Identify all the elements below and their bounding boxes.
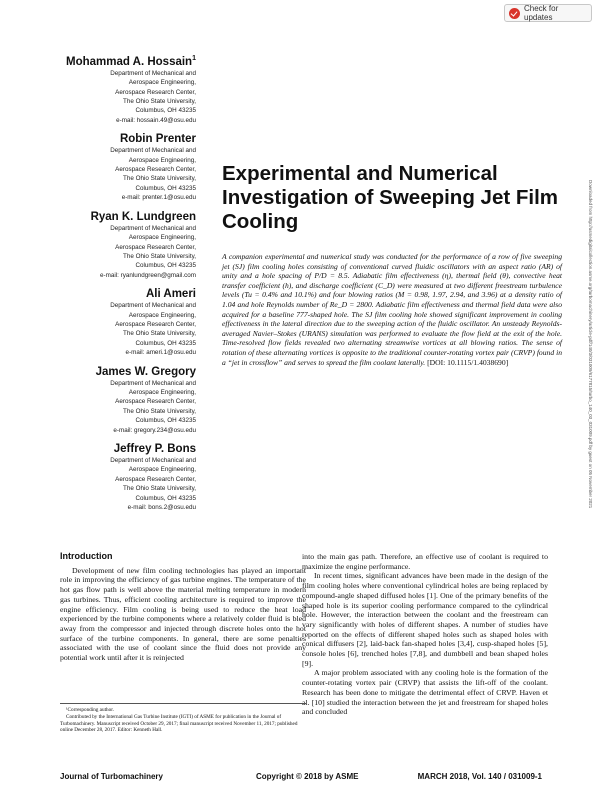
author-name: Jeffrey P. Bons [113,443,196,456]
footer-issue: MARCH 2018, Vol. 140 / 031009-1 [417,772,542,781]
author-affiliation-line: Aerospace Engineering, [128,234,196,242]
page-footer [60,772,542,784]
author-entry [20,287,196,357]
author-email: e-mail: ameri.1@osu.edu [125,349,196,357]
check-updates-icon [509,8,520,19]
author-affiliation-line: Columbus, OH 43235 [135,494,196,502]
author-affiliation-line: Aerospace Engineering, [128,156,196,164]
author-superscript: 1 [192,55,196,62]
author-affiliation-line: Aerospace Research Center, [115,398,196,406]
author-affiliation-line: Department of Mechanical and [110,457,196,465]
body-paragraph: A major problem associated with any cooling hole is the formation of the counter-rotating vortex pair (CRVP) that assists the lift-off of the coolant. Research has been done to mitigate the detrimental effect of CRVP. Haven et al. [10] studied the interaction between the jet and freestream for shaped holes and concluded [302,668,548,717]
author-affiliation-line: Department of Mechanical and [110,69,196,77]
author-affiliation-line: Columbus, OH 43235 [135,262,196,270]
footnote: ¹Corresponding author. [66,707,114,713]
section-heading: Introduction [60,551,113,561]
author-affiliation-line: Aerospace Engineering, [128,311,196,319]
body-paragraph: In recent times, significant advances have been made in the design of the film cooling holes where conventional cylindrical holes are being replaced by compound-angle shaped diffused holes [1]. One of the primary benefits of the shaped hole is its superior cooling performance compared to the cylindrical hole. However, the interaction between the coolant and the freestream can vary significantly with holes of different shapes. A number of studies have reported on the effects of different shaped holes such as shaped holes with conical diffusers [2], laid-back fan-shaped holes [3,4], cusp-shaped holes [5], console holes [6], trenched holes [7,8], and dumbbell and bean shaped holes [9]. [302,571,548,668]
check-updates-label: Check for updates [524,4,559,22]
author-affiliation-line: Aerospace Engineering, [128,466,196,474]
abstract-text: A companion experimental and numerical study was conducted for the performance of a row of five sweeping jet (SJ) film cooling holes consisting of conventional curved fluidic oscillators with an aspect ratio (AR) of unity and a hole spacing of P/D = 8.5. Adiabatic film effectiveness (η), thermal field (θ), convective heat transfer coefficient (h), and discharge coefficient (C_D) were measured at two different freestream turbulence levels (Tu = 0.4% and 10.1%) and four blowing ratios (M = 0.98, 1.97, 2.94, and 3.96) at a density ratio of 1.04 and hole Reynolds number of Re_D = 2800. Adiabatic film effectiveness and thermal field data were also acquired for a baseline 777-shaped hole. The SJ film cooling hole showed significant improvement in cooling effectiveness in the lateral direction due to the sweeping action of the fluidic oscillator. An unsteady Reynolds-averaged Navier–Stokes (URANS) simulation was performed to evaluate the flow field at the exit of the hole. Time-resolved flow fields revealed two alternating streamwise vortices at all blowing ratios. The sense of rotation of these alternating vortices is opposite to the traditional counter-rotating vortex pair (CRVP) found in a “jet in crossflow” and serves to spread the film coolant laterally. [222,252,562,367]
author-affiliation-line: Columbus, OH 43235 [135,184,196,192]
author-affiliation-line: Department of Mechanical and [110,224,196,232]
author-affiliation-line: The Ohio State University, [122,252,196,260]
author-name: Mohammad A. Hossain$^1$ [65,55,196,68]
download-notice: Downloaded from http://asmedigitalcollection.asme.org/turbomachinery/article-pdf/140/3/031009/6177815/turbo_140_03_031009.pdf by guest on 05 November 2021 [588,180,593,509]
author-name: James W. Gregory [95,365,196,378]
author-affiliation-line: Aerospace Engineering, [128,388,196,396]
author-affiliation-line: Department of Mechanical and [110,302,196,310]
abstract [222,252,562,367]
footnote: Contributed by the International Gas Turbine Institute (IGTI) of ASME for publication in the Journal of Turbomachinery. Manuscript received October 29, 2017; final manuscript received November 11, 2017; published online December 28, 2017. Editor: Kenneth Hall. [60,713,298,734]
author-affiliation-line: Aerospace Research Center, [115,475,196,483]
author-affiliation-line: Department of Mechanical and [110,147,196,155]
author-name: Ryan K. Lundgreen [90,210,196,223]
author-block [20,52,196,519]
author-name: Ali Ameri [145,288,196,301]
body-paragraph: into the main gas path. Therefore, an effective use of coolant is required to maximize the engine performance. [302,552,548,571]
footer-copyright: Copyright © 2018 by ASME [256,772,359,781]
author-entry [20,442,196,512]
author-affiliation-line: The Ohio State University, [122,330,196,338]
right-column [302,552,548,717]
author-affiliation-line: Columbus, OH 43235 [135,417,196,425]
doi-link[interactable]: [DOI: 10.1115/1.4038690] [427,357,509,367]
author-affiliation-line: Department of Mechanical and [110,379,196,387]
author-affiliation-line: Columbus, OH 43235 [135,107,196,115]
author-affiliation-line: Aerospace Research Center, [115,320,196,328]
author-email: e-mail: gregory.234@osu.edu [113,426,196,434]
author-email: e-mail: ryanlundgreen@gmail.com [100,271,196,279]
author-affiliation-line: Aerospace Research Center, [115,243,196,251]
author-email: e-mail: prenter.1@osu.edu [121,194,196,202]
author-affiliation-line: Aerospace Research Center, [115,166,196,174]
author-affiliation-line: Aerospace Engineering, [128,79,196,87]
footer-journal: Journal of Turbomachinery [60,772,163,781]
author-name: Robin Prenter [119,133,196,146]
author-affiliation-line: The Ohio State University, [122,485,196,493]
author-email: e-mail: hossain.49@osu.edu [116,116,196,124]
author-affiliation-line: Columbus, OH 43235 [135,339,196,347]
author-entry [20,52,196,125]
body-paragraph: Development of new film cooling technologies has played an important role in improving the efficiency of gas turbine engines. The temperature of the hot gas flow path is well above the material melting temperature in modern gas turbines. Thus, efficient cooling architecture is required to improve the engine efficiency. Film cooling is being used to reduce the heat load experienced by the turbine components where a relatively colder fluid is bled away from the compressor and injected through discrete holes onto the hot surface of the turbine components. In general, there are some penalties associated with the use of coolant since the fluid does not provide any potential work until after it is reinjected [60,565,306,663]
author-affiliation-line: The Ohio State University, [122,98,196,106]
paper-title: Experimental and Numerical Investigation of Sweeping Jet Film Cooling [222,162,559,233]
footnotes [60,703,306,734]
author-affiliation-line: The Ohio State University, [122,407,196,415]
check-for-updates-badge[interactable] [504,4,592,22]
author-affiliation-line: The Ohio State University, [122,175,196,183]
author-entry [20,210,196,280]
author-affiliation-line: Aerospace Research Center, [115,88,196,96]
author-entry [20,365,196,435]
author-email: e-mail: bons.2@osu.edu [127,504,196,512]
left-column [60,552,306,663]
author-entry [20,132,196,202]
